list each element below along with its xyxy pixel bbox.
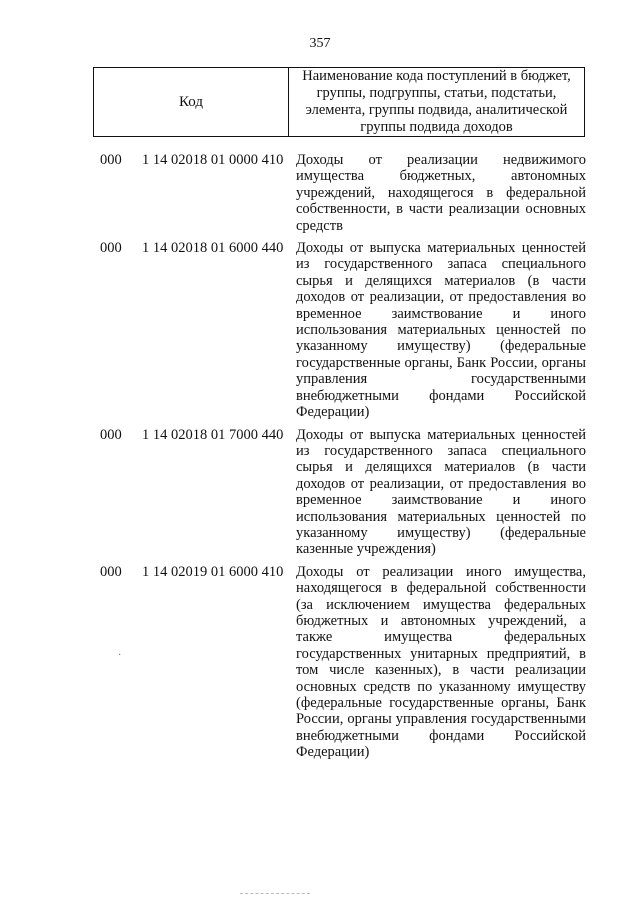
header-code-column: Код xyxy=(94,68,289,136)
admin-code: 000 xyxy=(100,240,122,257)
revenue-code: 1 14 02019 01 6000 410 xyxy=(142,563,284,580)
revenue-description: Доходы от выпуска материальных ценностей из государственного запаса специального сырья и делящихся материалов (в части доходов от реализации, от предоставления во временное заимствование и иного использования материальных ценностей по указанному имуществу) (федеральные государственные органы, Банк России, органы управления государственными внебюджетными фондами Российской Федерации) xyxy=(296,240,586,421)
table-row xyxy=(0,152,640,234)
revenue-description: Доходы от реализации иного имущества, находящегося в федеральной собственности (за исключением имущества федеральных бюджетных и автономных учреждений, а также имущества федеральных государственных унитарных предприятий, в том числе казенных), в части реализации основных средств по указанному имуществу (федеральные государственные органы, Банк России, органы управления государственными внебюджетными фондами Российской Федерации) xyxy=(296,563,586,761)
table-body xyxy=(0,152,640,761)
table-header xyxy=(93,67,585,137)
revenue-code: 1 14 02018 01 0000 410 xyxy=(142,152,284,168)
revenue-code: 1 14 02018 01 7000 440 xyxy=(142,426,284,443)
revenue-description: Доходы от реализации недвижимого имущества бюджетных, автономных учреждений, находящегося в федеральной собственности, в части реализации основных средств xyxy=(296,152,586,234)
admin-code: 000 xyxy=(100,426,122,443)
table-row xyxy=(0,240,640,420)
scan-artifact-line xyxy=(240,893,310,894)
revenue-description: Доходы от выпуска материальных ценностей из государственного запаса специального сырья и делящихся материалов (в части доходов от реализации, от предоставления во временное заимствование и иного использования материальных ценностей по указанному имуществу) (федеральные казенные учреждения) xyxy=(296,426,586,558)
table-row xyxy=(0,564,640,761)
admin-code: 000 xyxy=(100,563,122,580)
scan-speck: · xyxy=(118,650,122,661)
page-number: 357 xyxy=(309,36,331,51)
revenue-code: 1 14 02018 01 6000 440 xyxy=(142,240,284,257)
admin-code: 000 xyxy=(100,152,122,168)
table-row xyxy=(0,427,640,558)
header-name-column: Наименование кода поступлений в бюджет, группы, подгруппы, статьи, подстатьи, элемента, группы подвида, аналитической группы подвида доходов xyxy=(302,68,571,135)
